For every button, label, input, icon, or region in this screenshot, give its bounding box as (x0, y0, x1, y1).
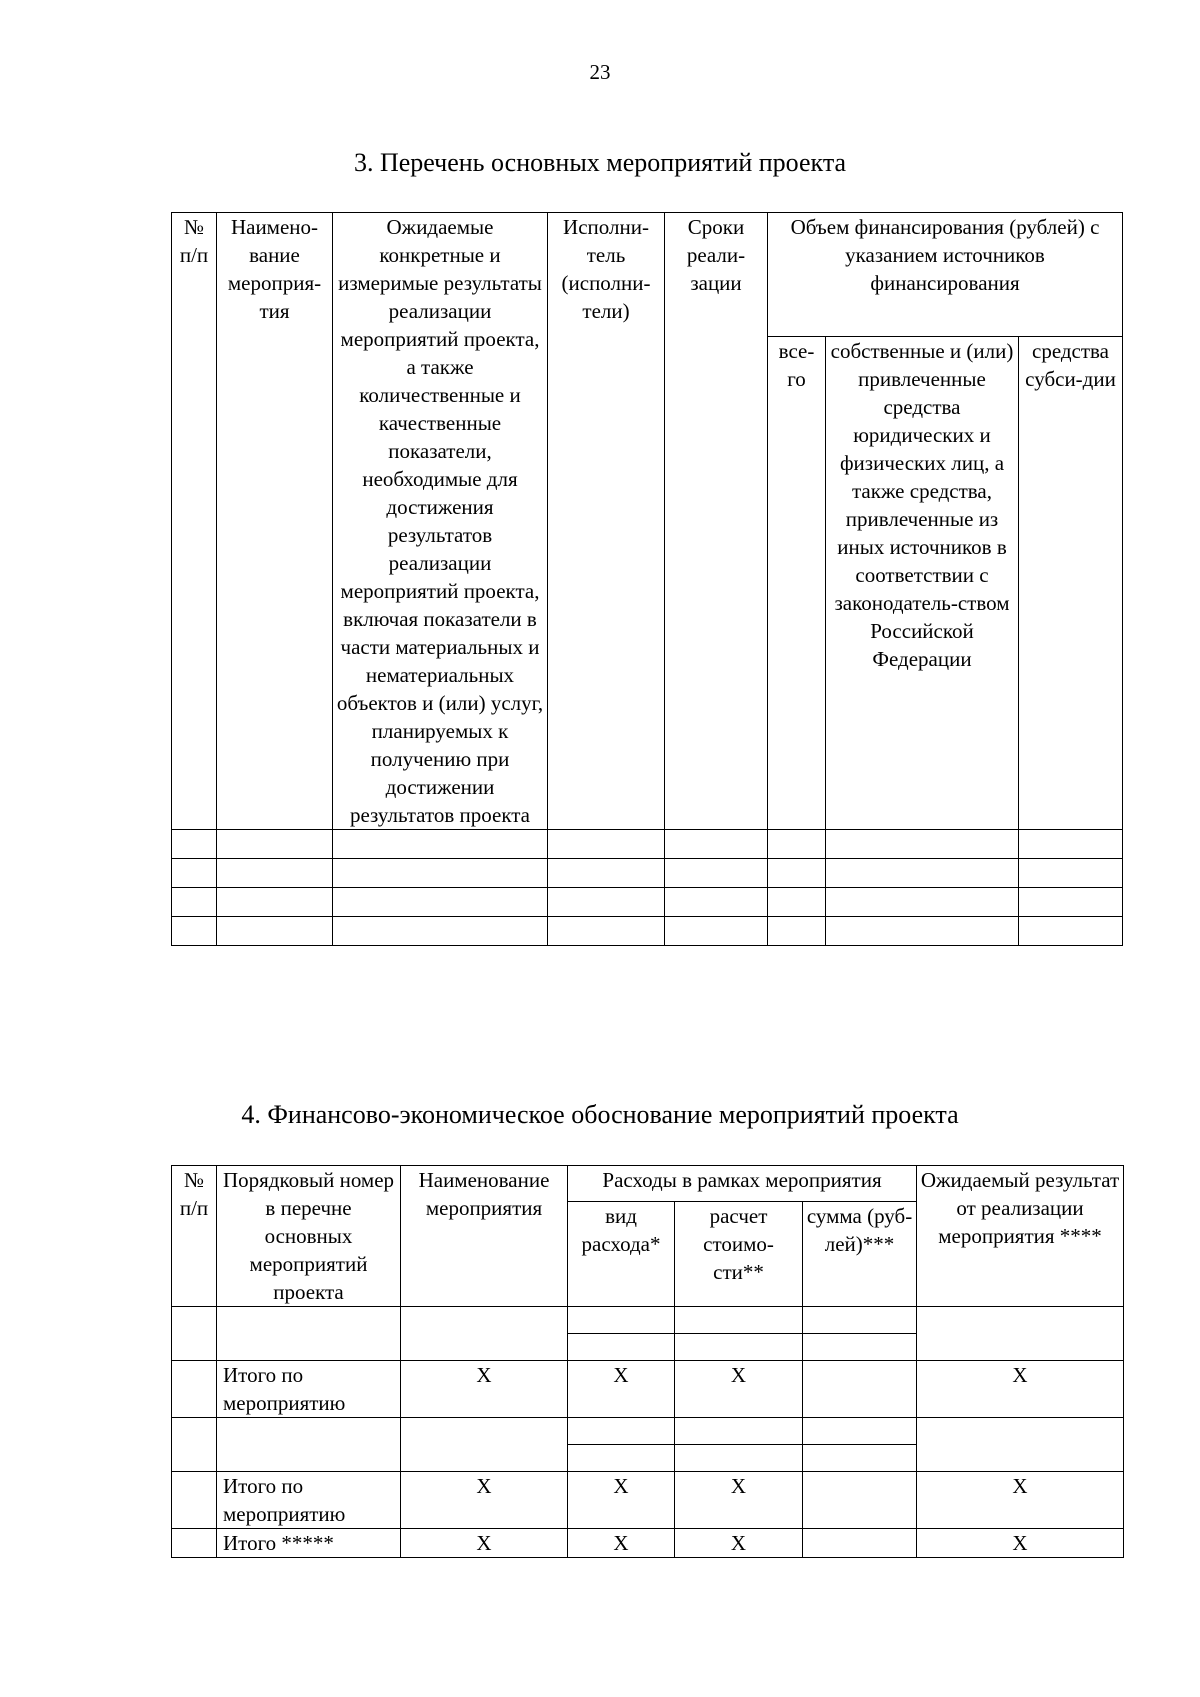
header-own-funds: собственные и (или) привлеченные средства юридических и физических лиц, а также средства, привлеченные из иных источников в соответствии с законодатель-ством Российской Федерации (826, 337, 1019, 830)
x-mark: Х (917, 1361, 1124, 1418)
fin-header-calc: расчет стоимо-сти** (675, 1201, 803, 1306)
total-row (172, 1529, 1124, 1558)
section-4-title: 4. Финансово-экономическое обоснование мероприятий проекта (241, 1100, 959, 1129)
x-mark: Х (675, 1472, 803, 1529)
table-row (172, 830, 1123, 859)
fin-header-sum: сумма (руб-лей)*** (803, 1201, 917, 1306)
x-mark: Х (917, 1472, 1124, 1529)
table-row (172, 1418, 1124, 1445)
header-name: Наимено-вание мероприя-тия (217, 213, 333, 830)
x-mark: Х (401, 1529, 568, 1558)
header-funding: Объем финансирования (рублей) с указанием источников финансирования (768, 213, 1123, 337)
header-results: Ожидаемые конкретные и измеримые результаты реализации мероприятий проекта, а также количественные и качественные показатели, необходимые для достижения результатов реализации мероприятий проекта, включая показатели в части материальных и нематериальных объектов и (или) услуг, планируемых к получению при достижении результатов проекта (333, 213, 548, 830)
total-label: Итого ***** (217, 1529, 401, 1558)
x-mark: Х (568, 1472, 675, 1529)
fin-header-type: вид расхода* (568, 1201, 675, 1306)
fin-header-num: № п/п (172, 1166, 217, 1307)
x-mark: Х (568, 1361, 675, 1418)
fin-header-name: Наименование мероприятия (401, 1166, 568, 1307)
x-mark: Х (675, 1361, 803, 1418)
subtotal-label: Итого по мероприятию (217, 1472, 401, 1529)
table-row (172, 859, 1123, 888)
activities-table (171, 212, 1123, 946)
x-mark: Х (568, 1529, 675, 1558)
subtotal-row (172, 1472, 1124, 1529)
table-row (172, 1307, 1124, 1334)
header-total: все-го (768, 337, 826, 830)
subtotal-label: Итого по мероприятию (217, 1361, 401, 1418)
x-mark: Х (401, 1361, 568, 1418)
fin-header-order: Порядковый номер в перечне основных мероприятий проекта (217, 1166, 401, 1307)
header-subsidy: средства субси-дии (1019, 337, 1123, 830)
section-3-title: 3. Перечень основных мероприятий проекта (353, 148, 847, 177)
fin-header-result: Ожидаемый результат от реализации мероприятия **** (917, 1166, 1124, 1307)
table-row (172, 888, 1123, 917)
header-num: № п/п (172, 213, 217, 830)
page-number: 23 (589, 60, 611, 84)
header-terms: Сроки реали-зации (665, 213, 768, 830)
x-mark: Х (917, 1529, 1124, 1558)
x-mark: Х (675, 1529, 803, 1558)
fin-header-expenses: Расходы в рамках мероприятия (568, 1166, 917, 1202)
subtotal-row (172, 1361, 1124, 1418)
header-executor: Исполни-тель (исполни-тели) (548, 213, 665, 830)
table-row (172, 917, 1123, 946)
financial-table (171, 1165, 1124, 1558)
x-mark: Х (401, 1472, 568, 1529)
